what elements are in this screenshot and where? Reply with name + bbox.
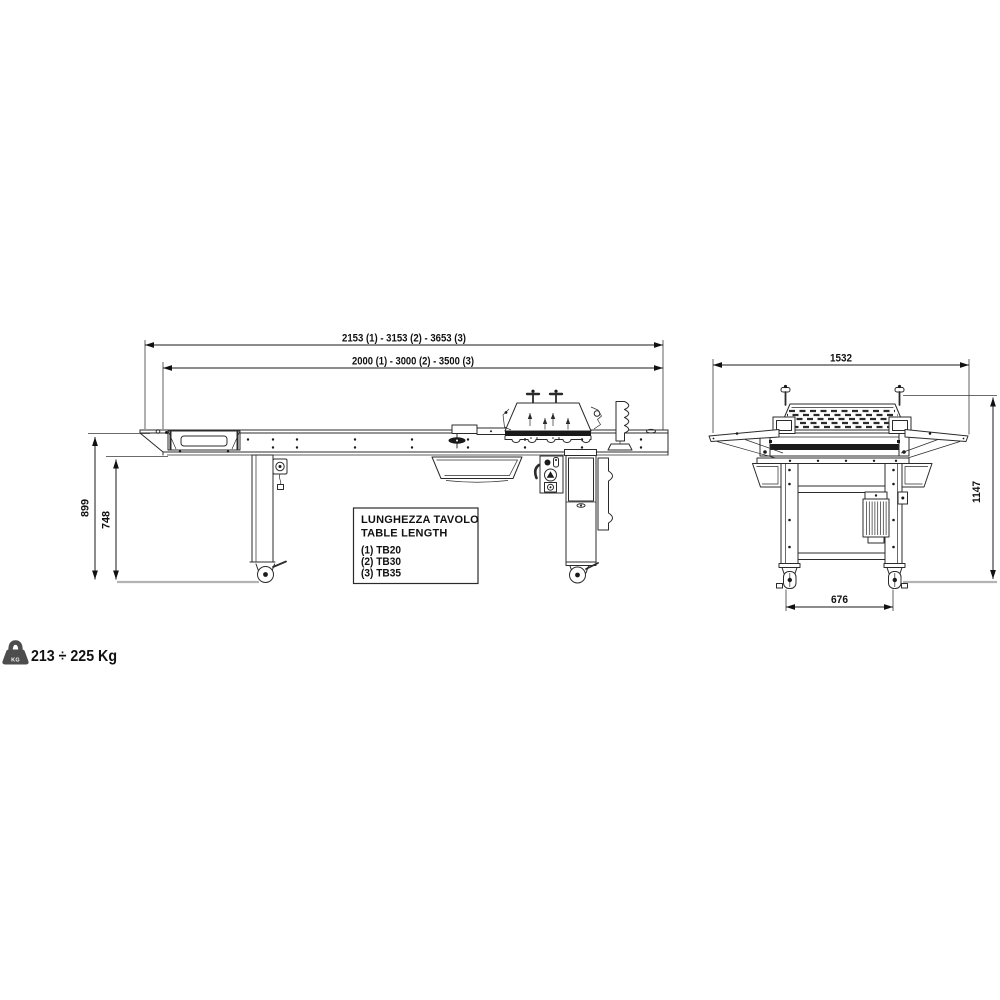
dim-table-length-label: 2000 (1) - 3000 (2) - 3500 (3)	[352, 355, 475, 368]
front-left-caster	[777, 564, 801, 589]
weight-note	[2, 643, 117, 666]
front-left-leg	[781, 464, 798, 564]
motor	[863, 492, 889, 543]
roller	[505, 431, 591, 436]
weight-value: 213 ÷ 225 Kg	[31, 648, 117, 665]
panel-handle	[535, 465, 539, 478]
safety-grille	[779, 404, 906, 430]
front-view-dimensions	[713, 353, 997, 612]
dim-underside-height-label: 748	[100, 510, 113, 529]
front-right-caster	[884, 564, 908, 589]
stop-button-icon	[545, 460, 551, 466]
dough-guide	[449, 425, 507, 448]
legend-title-it: LUNGHEZZA TAVOLO	[361, 514, 479, 526]
front-right-tray	[898, 464, 932, 505]
infeed-tray	[168, 431, 240, 453]
legend-item: (2) TB30	[361, 556, 401, 568]
legend-item: (3) TB35	[361, 567, 401, 580]
weight-icon-label: KG	[11, 657, 20, 664]
caster-brake	[777, 584, 783, 589]
flour-duster-bracket	[608, 402, 632, 451]
dim-overall-height-label: 1147	[971, 479, 983, 503]
legend-box	[354, 508, 480, 584]
adjust-knob	[550, 390, 562, 403]
right-wing	[901, 430, 968, 460]
catch-tray	[432, 457, 522, 482]
apron-holes	[247, 438, 642, 448]
front-left-tray	[753, 464, 782, 488]
sheeter-head	[503, 390, 602, 443]
front-view-machine	[709, 385, 968, 589]
junction-box	[273, 459, 287, 490]
dim-table-height-label: 899	[79, 498, 92, 517]
roller	[766, 444, 903, 450]
switch-icon	[554, 458, 559, 468]
weight-icon	[2, 643, 28, 665]
legend-item: (1) TB20	[361, 544, 401, 557]
control-panel	[535, 456, 563, 493]
adjust-knob	[527, 390, 539, 403]
legend-title-en: TABLE LENGTH	[361, 527, 448, 540]
front-view	[709, 353, 997, 612]
lower-shelf-rail	[798, 553, 885, 560]
machine-column	[565, 450, 599, 584]
dim-leg-spacing-label: 676	[831, 594, 848, 606]
wavy-bracket	[598, 458, 613, 530]
dim-overall-length-label: 2153 (1) - 3153 (2) - 3653 (3)	[342, 332, 467, 345]
caster-brake	[902, 584, 908, 589]
dim-overall-width-label: 1532	[830, 352, 852, 365]
